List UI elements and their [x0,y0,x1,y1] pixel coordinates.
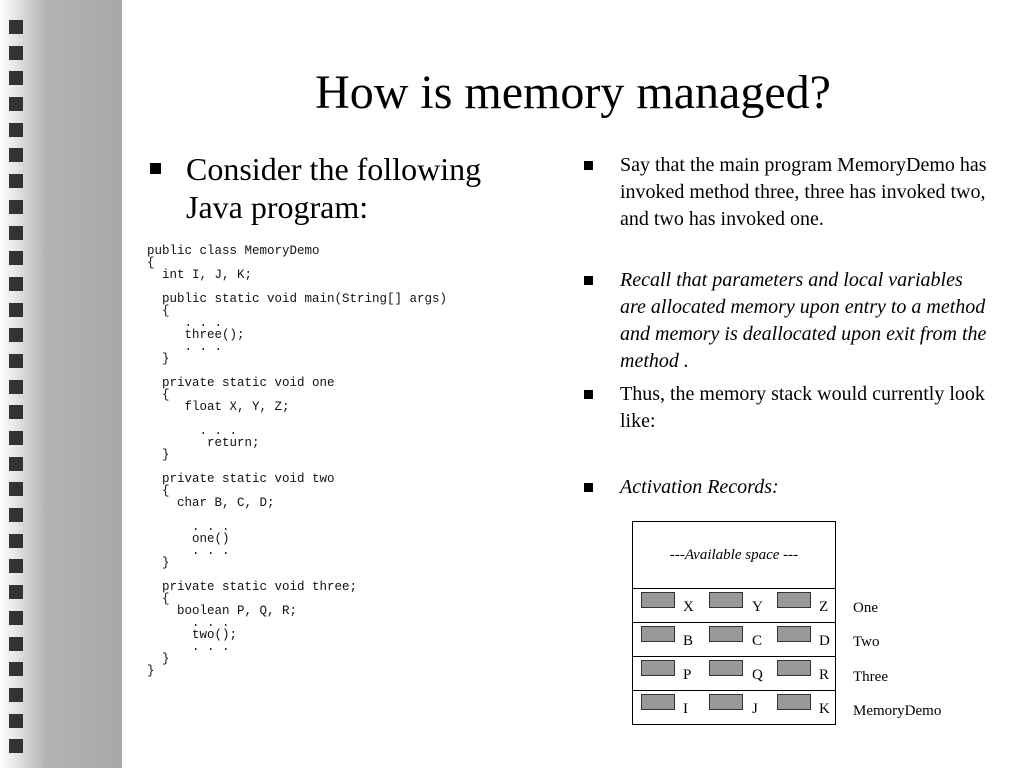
sidebar-square [9,508,23,522]
sidebar-square [9,739,23,753]
memory-cell [709,660,743,676]
activation-record-label: One [853,600,878,616]
memory-cell [641,626,675,642]
variable-label: K [819,701,830,717]
left-bullet-marker [150,163,161,174]
variable-label: X [683,599,694,615]
sidebar-square [9,714,23,728]
memory-cell [777,592,811,608]
sidebar-square [9,662,23,676]
sidebar-square [9,303,23,317]
stack-row [633,623,835,657]
slide-sidebar [0,0,122,768]
sidebar-square [9,226,23,240]
sidebar-square [9,482,23,496]
memory-cell [641,660,675,676]
memory-cell [641,592,675,608]
sidebar-square [9,457,23,471]
stack-row [633,657,835,691]
activation-record-label: Three [853,668,888,685]
sidebar-square [9,688,23,702]
java-code-listing: public class MemoryDemo { int I, J, K; public static void main(String[] args) { . . . three(); . . . } private static void one { float X, Y, Z; . . . return; } private static void two { char B, C, D; . . . one() . . . } private static void three; { boolean P, Q, R; . . . two(); . . . } } [147,244,448,678]
activation-record-stack [632,521,836,725]
variable-label: D [819,633,830,649]
variable-label: J [752,701,758,717]
variable-label: Z [819,599,829,615]
sidebar-square [9,277,23,291]
sidebar-square [9,637,23,651]
variable-label: Q [752,667,763,683]
memory-cell [709,592,743,608]
memory-cell [777,660,811,676]
sidebar-square [9,380,23,394]
stack-row [633,589,835,623]
variable-label: B [683,633,694,649]
right-bullet-marker-1 [584,161,593,170]
sidebar-square [9,148,23,162]
variable-label: C [752,633,763,649]
right-bullet-3: Thus, the memory stack would currently look like: [620,383,985,432]
left-bullet-label: Consider the following Java program [186,151,482,225]
memory-cell [709,694,743,710]
sidebar-square-strip [9,20,23,765]
right-bullet-marker-4 [584,483,593,492]
sidebar-square [9,354,23,368]
right-bullet-2: Recall that parameters and local variables are allocated memory upon entry to a method and memory is deallocated upon exit from the method . [620,269,987,372]
activation-record-label: MemoryDemo [853,702,942,719]
sidebar-square [9,559,23,573]
left-bullet-colon: : [359,189,369,225]
slide-title: How is memory managed? [315,66,831,119]
sidebar-square [9,46,23,60]
activation-record-label: Two [853,634,880,651]
sidebar-square [9,611,23,625]
sidebar-square [9,534,23,548]
sidebar-square [9,20,23,34]
sidebar-square [9,405,23,419]
sidebar-square [9,431,23,445]
memory-cell [777,626,811,642]
sidebar-square [9,328,23,342]
right-bullet-4: Activation Records: [620,476,779,498]
variable-label: P [683,667,692,683]
sidebar-square [9,123,23,137]
variable-label: R [819,667,830,683]
variable-label: I [683,701,688,717]
right-bullet-marker-2 [584,276,593,285]
memory-cell [641,694,675,710]
available-space-label: ---Available space --- [633,522,835,589]
sidebar-square [9,71,23,85]
sidebar-square [9,251,23,265]
left-bullet-text [186,150,516,226]
memory-cell [777,694,811,710]
sidebar-square [9,97,23,111]
memory-cell [709,626,743,642]
right-bullet-marker-3 [584,390,593,399]
sidebar-square [9,200,23,214]
variable-label: Y [752,599,763,615]
stack-row [633,691,835,724]
sidebar-square [9,174,23,188]
sidebar-square [9,585,23,599]
right-bullet-1: Say that the main program MemoryDemo has invoked method three, three has invoked two, and two has invoked one. [620,154,987,230]
